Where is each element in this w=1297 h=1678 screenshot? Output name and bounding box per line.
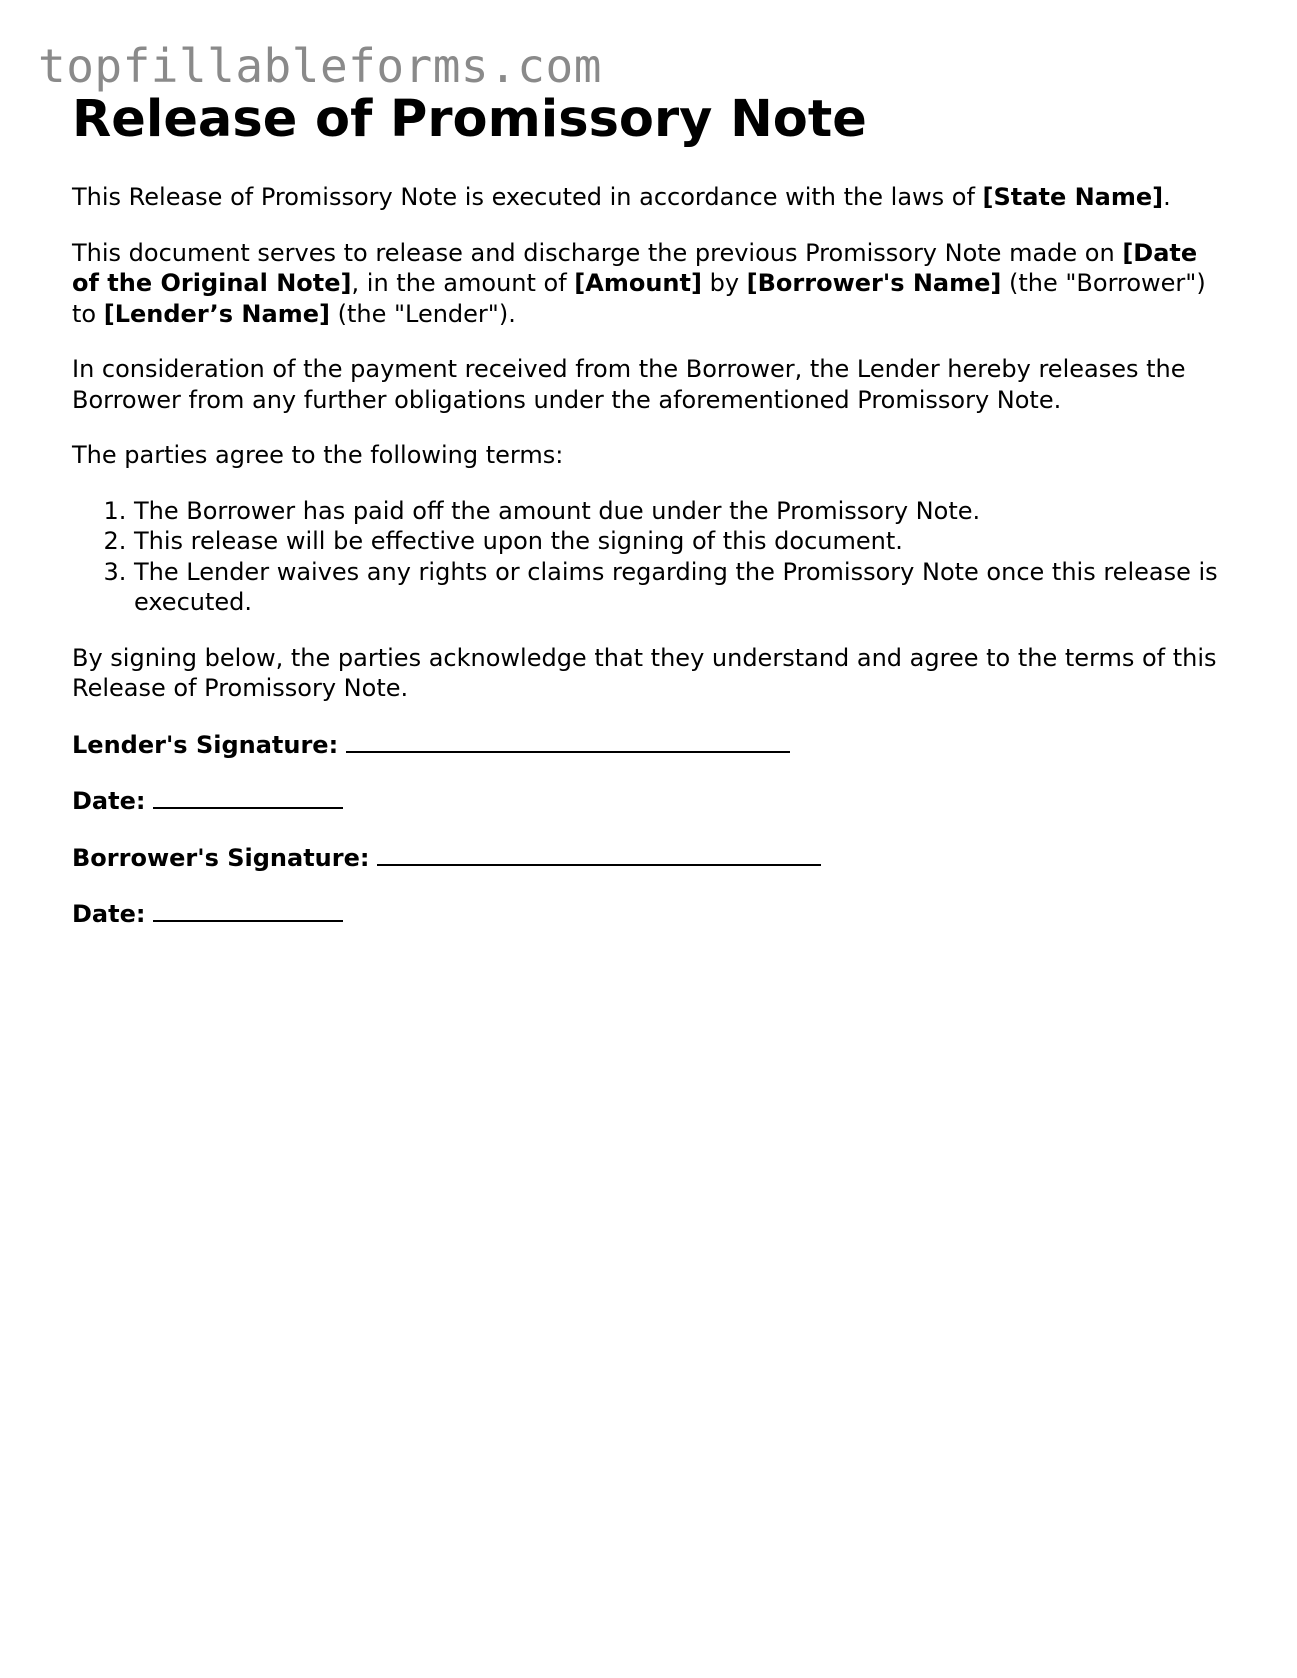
amount-placeholder: [Amount] [574, 269, 702, 297]
lender-name-placeholder: [Lender’s Name] [103, 299, 330, 328]
lender-signature-label: Lender's Signature: [72, 730, 339, 759]
borrower-signature-field[interactable] [72, 842, 1232, 874]
terms-list [72, 496, 1232, 618]
lender-signature-field[interactable] [72, 729, 1232, 761]
term-item: 3. The Lender waives any rights or claims regarding the Promissory Note once this release is executed. [134, 557, 1232, 618]
lender-date-label: Date: [72, 787, 146, 815]
consideration-paragraph: In consideration of the payment received from the Borrower, the Lender hereby releases the Borrower from any further obligations under the aforementioned Promissory Note. [72, 355, 1186, 414]
lender-signature-line[interactable] [346, 729, 790, 753]
discharge-text-3: by [701, 269, 747, 297]
acknowledge-paragraph: By signing below, the parties acknowledge that they understand and agree to the terms of this Release of Promissory Note. [72, 643, 1217, 702]
term-item: 1. The Borrower has paid off the amount due under the Promissory Note. [134, 496, 1232, 527]
discharge-text-1: This document serves to release and discharge the previous Promissory Note made on [72, 238, 1123, 267]
original-note-date-placeholder: [Date of the Original Note] [72, 238, 1198, 297]
document-body [72, 88, 1232, 930]
lender-date-field[interactable] [72, 785, 1232, 817]
borrower-date-field[interactable] [72, 898, 1232, 930]
borrower-date-line[interactable] [153, 898, 343, 922]
discharge-text-5: (the "Lender"). [329, 299, 516, 328]
terms-intro: The parties agree to the following terms: [72, 441, 564, 469]
state-name-placeholder: [State Name] [982, 183, 1164, 211]
discharge-paragraph [72, 238, 1232, 330]
borrower-signature-line[interactable] [377, 842, 821, 866]
discharge-text-4: (the "Borrower") to [72, 269, 1206, 328]
discharge-text-2: , in the amount of [351, 269, 575, 297]
intro-prefix: This Release of Promissory Note is executed in accordance with the laws of [72, 183, 983, 211]
intro-suffix: . [1163, 183, 1171, 211]
watermark: topfillableforms.com [38, 39, 602, 93]
borrower-name-placeholder: [Borrower's Name] [746, 269, 1002, 297]
document-title: Release of Promissory Note [72, 90, 867, 149]
lender-date-line[interactable] [153, 785, 343, 809]
intro-paragraph [72, 182, 1232, 213]
term-item: 2. This release will be effective upon the signing of this document. [134, 526, 1232, 557]
borrower-date-label: Date: [72, 900, 146, 928]
borrower-signature-label: Borrower's Signature: [72, 843, 370, 872]
